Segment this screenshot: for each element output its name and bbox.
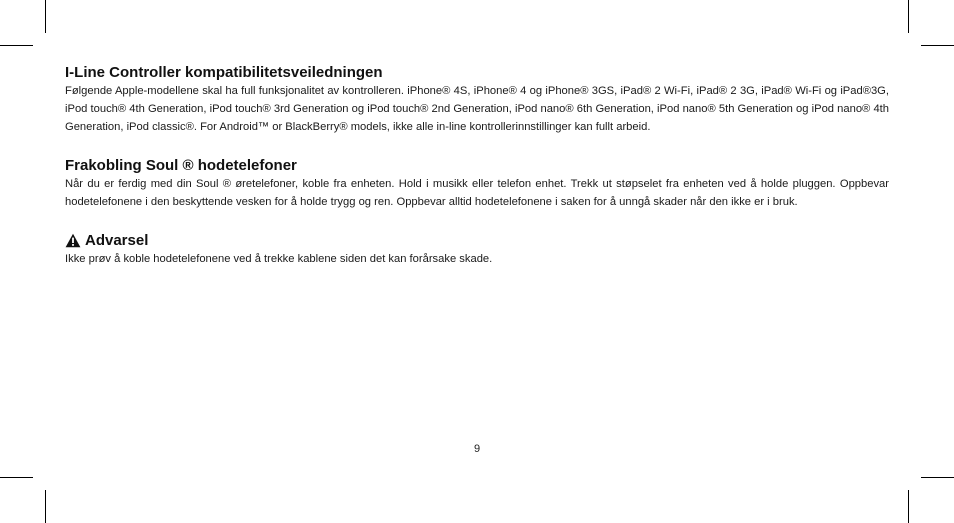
crop-mark-bottom-right-horizontal [921, 477, 954, 478]
crop-mark-bottom-left-vertical [45, 490, 46, 523]
crop-mark-bottom-left-horizontal [0, 477, 33, 478]
disconnect-body: Når du er ferdig med din Soul ® øretelefoner, koble fra enheten. Hold i musikk eller telefon enhet. Trekk ut støpselet fra enheten ved å holde pluggen. Oppbevar hodetelefonene i den beskyttende vesken for å holde trygg og ren. Oppbevar alltid hodetelefonene i saken for å unngå skader når den ikke er i bruk. [65, 178, 889, 208]
warning-body: Ikke prøv å koble hodetelefonene ved å trekke kablene siden det kan forårsake skade. [65, 253, 493, 265]
page-content [65, 63, 889, 288]
warning-section [65, 231, 889, 268]
compatibility-body: Følgende Apple-modellene skal ha full funksjonalitet av kontrolleren. iPhone® 4S, iPhone® 4 og iPhone® 3GS, iPad® 2 Wi-Fi, iPad® 2 3G, iPad® Wi-Fi og iPad®3G, iPod touch® 4th Generation, iPod touch® 3rd Generation og iPod touch® 2nd Generation, iPod nano® 6th Generation, iPod nano® 5th Generation og iPod nano® 4th Generation, iPod classic®. For Android™ or BlackBerry® models, ikke alle in-line kontrollerinnstillinger kan fullt arbeid. [65, 85, 889, 133]
warning-heading: Advarsel [85, 232, 149, 249]
page-number: 9 [473, 443, 481, 455]
crop-mark-top-right-vertical [908, 0, 909, 33]
disconnect-heading: Frakobling Soul ® hodetelefoner [65, 157, 297, 174]
crop-mark-bottom-right-vertical [908, 490, 909, 523]
compatibility-heading: I-Line Controller kompatibilitetsveiledningen [65, 64, 383, 81]
crop-mark-top-left-vertical [45, 0, 46, 33]
warning-heading-row [65, 231, 889, 250]
warning-triangle-icon [65, 233, 81, 248]
crop-mark-top-left-horizontal [0, 45, 33, 46]
compatibility-section [65, 63, 889, 136]
crop-mark-top-right-horizontal [921, 45, 954, 46]
disconnect-section [65, 156, 889, 211]
